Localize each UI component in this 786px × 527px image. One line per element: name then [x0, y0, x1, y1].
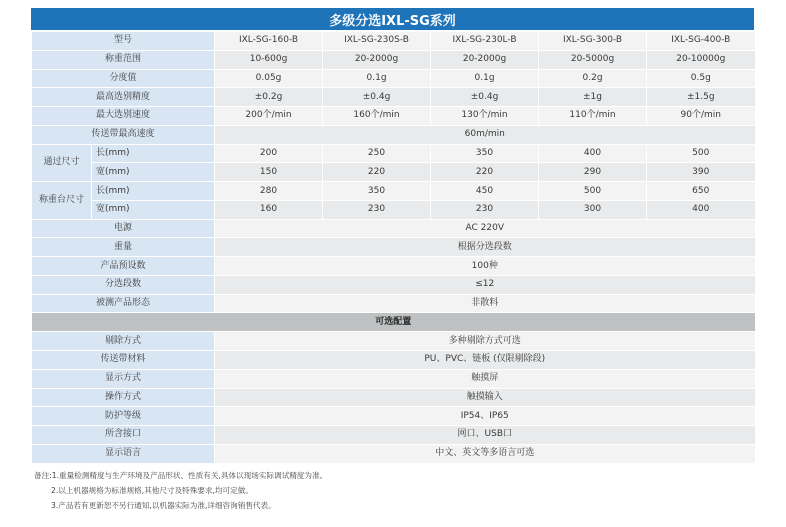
- precision-cell: ±0.2g: [215, 88, 323, 107]
- platform-width-cell: 230: [431, 200, 539, 219]
- row-label-division: 分度值: [32, 69, 215, 88]
- pass-width-cell: 220: [323, 163, 431, 182]
- row-label-range: 称重范围: [32, 50, 215, 69]
- optional-row-label: 传送带材料: [32, 351, 215, 370]
- sub-label-length: 长(mm): [92, 144, 215, 163]
- optional-row-label: 操作方式: [32, 388, 215, 407]
- model-cell: IXL-SG-230L-B: [431, 32, 539, 51]
- table-row: [32, 163, 755, 182]
- optional-row-value: 网口、USB口: [215, 426, 755, 445]
- division-cell: 0.2g: [539, 69, 647, 88]
- segments-cell: ≤12: [215, 275, 755, 294]
- table-row: [32, 219, 755, 238]
- platform-width-cell: 400: [647, 200, 755, 219]
- section-header-row: [32, 313, 755, 332]
- optional-config-header: 可选配置: [32, 313, 755, 332]
- table-row: [32, 257, 755, 276]
- pass-width-cell: 390: [647, 163, 755, 182]
- optional-row-label: 剔除方式: [32, 332, 215, 351]
- optional-row-label: 显示方式: [32, 369, 215, 388]
- precision-cell: ±1.5g: [647, 88, 755, 107]
- table-row: [32, 144, 755, 163]
- division-cell: 0.5g: [647, 69, 755, 88]
- speed-cell: 130个/min: [431, 107, 539, 126]
- row-label-segments: 分选段数: [32, 275, 215, 294]
- sub-label-width: 宽(mm): [92, 163, 215, 182]
- speed-cell: 90个/min: [647, 107, 755, 126]
- optional-row-label: 防护等级: [32, 407, 215, 426]
- table-row: [32, 200, 755, 219]
- precision-cell: ±0.4g: [323, 88, 431, 107]
- footnotes: [34, 468, 327, 513]
- range-cell: 20-2000g: [431, 50, 539, 69]
- speed-cell: 200个/min: [215, 107, 323, 126]
- footnote-3: 3.产品若有更新恕不另行通知,以机器实际为准,详细咨询销售代表。: [51, 501, 276, 510]
- precision-cell: ±1g: [539, 88, 647, 107]
- table-row: [32, 182, 755, 201]
- optional-row-label: 显示语言: [32, 444, 215, 463]
- table-row: [32, 294, 755, 313]
- platform-length-cell: 280: [215, 182, 323, 201]
- presets-cell: 100种: [215, 257, 755, 276]
- platform-width-cell: 300: [539, 200, 647, 219]
- pass-length-cell: 250: [323, 144, 431, 163]
- row-label-speed: 最大选别速度: [32, 107, 215, 126]
- row-label-belt-speed: 传送带最高速度: [32, 125, 215, 144]
- pass-width-cell: 150: [215, 163, 323, 182]
- footnote-1: 备注:1.重量检测精度与生产环境及产品形状、性质有关,具体以现场实际调试精度为准。: [34, 471, 328, 480]
- table-row: [32, 332, 755, 351]
- pass-length-cell: 500: [647, 144, 755, 163]
- division-cell: 0.1g: [431, 69, 539, 88]
- row-label-platform-size: 称重台尺寸: [32, 182, 92, 220]
- table-row: [32, 50, 755, 69]
- optional-row-value: IP54、IP65: [215, 407, 755, 426]
- row-label-precision: 最高选别精度: [32, 88, 215, 107]
- row-label-presets: 产品预设数: [32, 257, 215, 276]
- platform-width-cell: 160: [215, 200, 323, 219]
- speed-cell: 110个/min: [539, 107, 647, 126]
- power-cell: AC 220V: [215, 219, 755, 238]
- division-cell: 0.05g: [215, 69, 323, 88]
- table-row: [32, 444, 755, 463]
- optional-row-value: 多种剔除方式可选: [215, 332, 755, 351]
- table-title: 多级分选IXL-SG系列: [31, 8, 754, 30]
- optional-row-label: 所含接口: [32, 426, 215, 445]
- pass-length-cell: 400: [539, 144, 647, 163]
- range-cell: 20-5000g: [539, 50, 647, 69]
- pass-width-cell: 220: [431, 163, 539, 182]
- platform-width-cell: 230: [323, 200, 431, 219]
- weight-cell: 根据分选段数: [215, 238, 755, 257]
- range-cell: 20-2000g: [323, 50, 431, 69]
- row-label-power: 电源: [32, 219, 215, 238]
- table-row: [32, 351, 755, 370]
- table-row: [32, 388, 755, 407]
- sub-label-length: 长(mm): [92, 182, 215, 201]
- row-label-model: 型号: [32, 32, 215, 51]
- pass-width-cell: 290: [539, 163, 647, 182]
- row-label-pass-size: 通过尺寸: [32, 144, 92, 182]
- pass-length-cell: 350: [431, 144, 539, 163]
- model-cell: IXL-SG-400-B: [647, 32, 755, 51]
- optional-row-value: PU、PVC、链板 (仅限剔除段): [215, 351, 755, 370]
- table-row: [32, 88, 755, 107]
- model-cell: IXL-SG-300-B: [539, 32, 647, 51]
- table-row: [32, 275, 755, 294]
- table-row: [32, 426, 755, 445]
- table-row: [32, 238, 755, 257]
- platform-length-cell: 350: [323, 182, 431, 201]
- table-row: [32, 32, 755, 51]
- table-row: [32, 107, 755, 126]
- precision-cell: ±0.4g: [431, 88, 539, 107]
- belt-speed-cell: 60m/min: [215, 125, 755, 144]
- platform-length-cell: 650: [647, 182, 755, 201]
- sub-label-width: 宽(mm): [92, 200, 215, 219]
- row-label-form: 被测产品形态: [32, 294, 215, 313]
- division-cell: 0.1g: [323, 69, 431, 88]
- table-row: [32, 407, 755, 426]
- optional-row-value: 触摸输入: [215, 388, 755, 407]
- pass-length-cell: 200: [215, 144, 323, 163]
- table-row: [32, 125, 755, 144]
- row-label-weight: 重量: [32, 238, 215, 257]
- spec-table: [31, 31, 755, 463]
- speed-cell: 160个/min: [323, 107, 431, 126]
- table-row: [32, 69, 755, 88]
- model-cell: IXL-SG-160-B: [215, 32, 323, 51]
- model-cell: IXL-SG-230S-B: [323, 32, 431, 51]
- footnote-2: 2.以上机器规格为标准规格,其他尺寸及特殊要求,均可定做。: [51, 486, 253, 495]
- optional-row-value: 中文、英文等多语言可选: [215, 444, 755, 463]
- table-row: [32, 369, 755, 388]
- platform-length-cell: 500: [539, 182, 647, 201]
- range-cell: 20-10000g: [647, 50, 755, 69]
- optional-row-value: 触摸屏: [215, 369, 755, 388]
- platform-length-cell: 450: [431, 182, 539, 201]
- range-cell: 10-600g: [215, 50, 323, 69]
- form-cell: 非散料: [215, 294, 755, 313]
